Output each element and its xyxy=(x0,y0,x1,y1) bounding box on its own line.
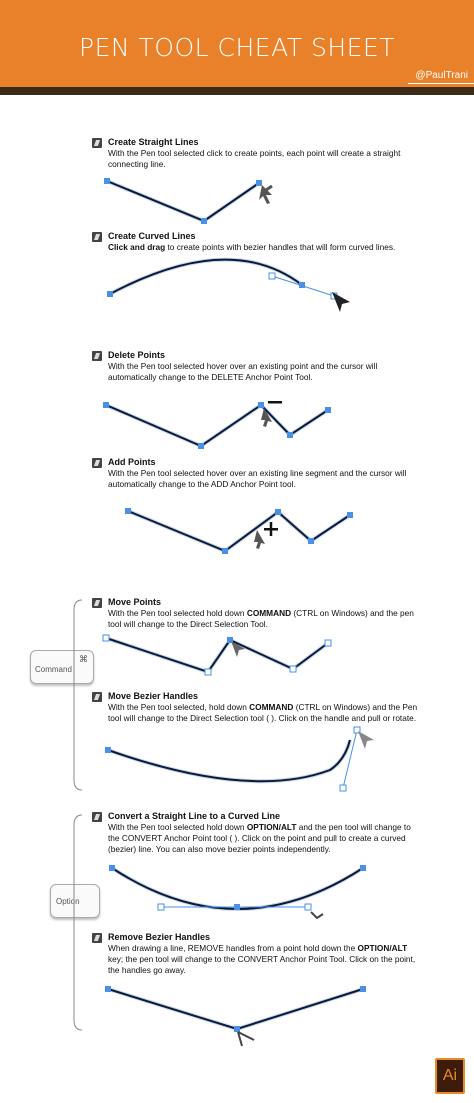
desc-text: key; the pen tool will change to the CONVERT Anchor Point Tool. Click on the point, the handles go away. xyxy=(108,954,416,975)
desc-text: (CTRL on Windows) and the pen tool will change to the Direct Selection Tool. xyxy=(108,608,414,629)
remove-handles-illustration xyxy=(105,986,366,1046)
desc-text: When drawing a line, REMOVE handles from a point hold down the xyxy=(108,943,358,953)
desc-bold: OPTION/ALT xyxy=(246,822,297,832)
desc-text: With the Pen tool selected hold down xyxy=(108,608,247,618)
section-title: Remove Bezier Handles xyxy=(108,932,211,942)
delete-points-illustration xyxy=(103,401,331,449)
section-desc: With the Pen tool selected hover over an existing line segment and the cursor will automatically change to the ADD Anchor Point tool. xyxy=(108,468,407,489)
desc-bold: Click and drag xyxy=(108,242,166,252)
desc-text: With the Pen tool selected, hold down xyxy=(108,702,250,712)
section-desc: With the Pen tool selected hover over an existing point and the cursor will automatically change to the DELETE Anchor Point Tool. xyxy=(108,361,378,382)
curved-lines-illustration xyxy=(107,260,350,312)
desc-bold: OPTION/ALT xyxy=(357,943,408,953)
move-points-illustration xyxy=(103,635,331,675)
page-title: PEN TOOL CHEAT SHEET xyxy=(79,33,395,62)
convert-line-illustration xyxy=(109,865,366,918)
desc-text: (CTRL on Windows) and the Pen tool will change to the Direct Selection tool ( ). Click on the handle and pull or rotate. xyxy=(108,702,418,723)
illustrator-badge-label: Ai xyxy=(442,1067,458,1084)
command-key-symbol: ⌘ xyxy=(79,654,88,664)
section-title: Delete Points xyxy=(108,350,166,360)
section-title: Move Points xyxy=(108,597,162,607)
section-desc: With the Pen tool selected click to create points, each point will create a straight connecting line. xyxy=(108,148,401,169)
move-handles-illustration xyxy=(105,727,374,791)
author-handle[interactable]: @PaulTrani xyxy=(415,70,468,81)
section-title: Convert a Straight Line to a Curved Line xyxy=(108,811,281,821)
desc-text: to create points with bezier handles that will form curved lines. xyxy=(165,242,396,252)
section-title: Add Points xyxy=(108,457,156,467)
command-key-label: Command xyxy=(35,665,72,674)
add-points-illustration xyxy=(125,508,353,554)
straight-lines-illustration xyxy=(104,178,272,224)
desc-bold: COMMAND xyxy=(249,702,294,712)
desc-text: and the pen tool will change to the CONVERT Anchor Point tool ( ). Click on the point and pull to create a curved (bezier) line. You can also move bezier points independently. xyxy=(108,822,411,854)
section-title: Create Curved Lines xyxy=(108,231,196,241)
desc-bold: COMMAND xyxy=(246,608,292,618)
section-title: Create Straight Lines xyxy=(108,137,199,147)
option-bracket xyxy=(74,815,82,1030)
section-title: Move Bezier Handles xyxy=(108,691,199,701)
option-key-label: Option xyxy=(56,897,80,906)
command-bracket xyxy=(74,600,82,790)
desc-text: With the Pen tool selected hold down xyxy=(108,822,247,832)
